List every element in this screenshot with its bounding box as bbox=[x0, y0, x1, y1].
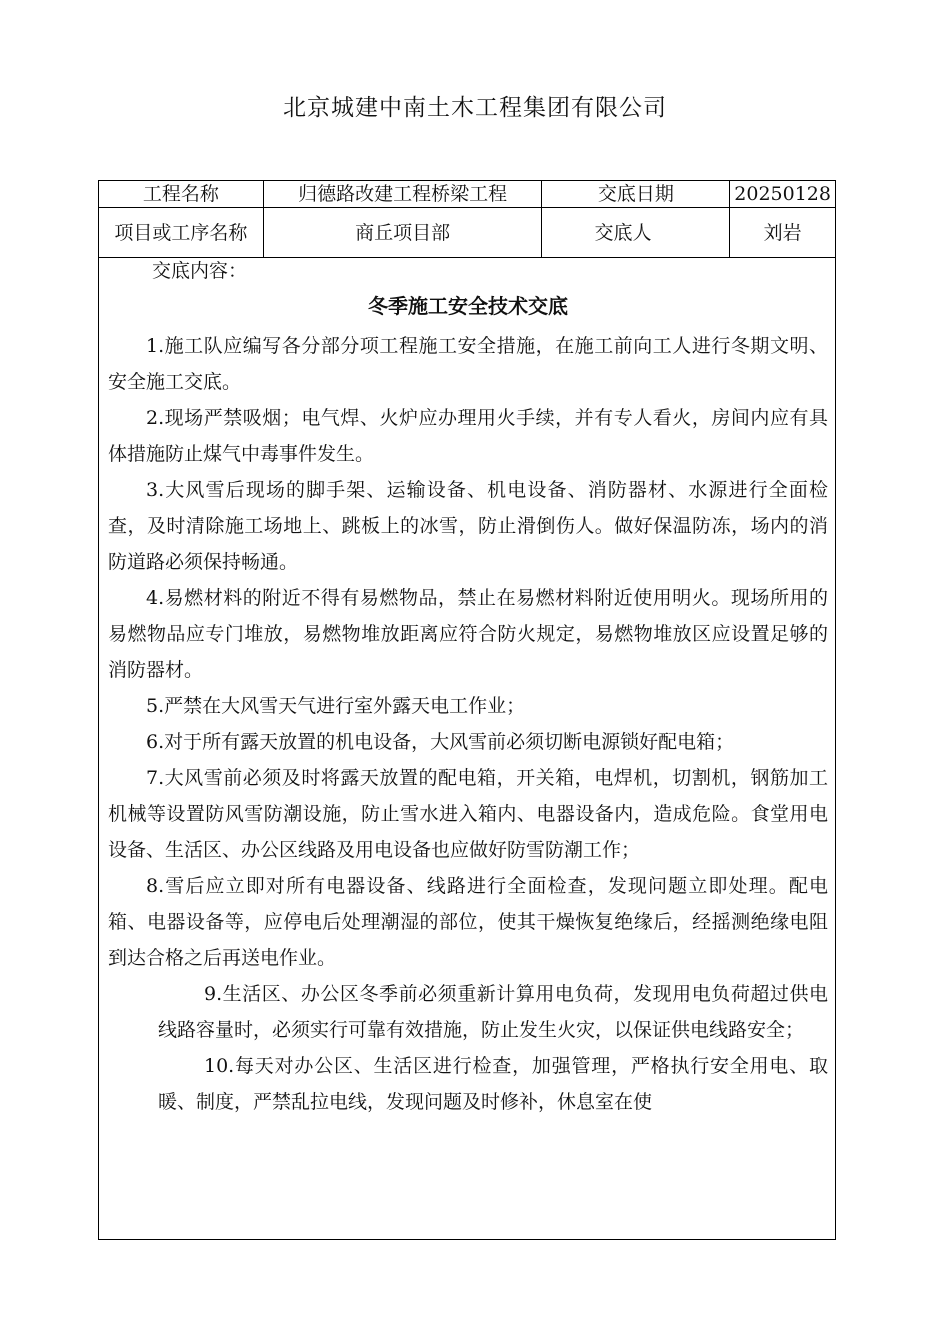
info-table bbox=[98, 180, 836, 258]
list-item: 10.每天对办公区、生活区进行检查，加强管理，严格执行安全用电、取暖、制度，严禁乱拉电线，发现问题及时修补，休息室在使 bbox=[158, 1055, 828, 1113]
list-item: 3.大风雪后现场的脚手架、运输设备、机电设备、消防器材、水源进行全面检查，及时清除施工场地上、跳板上的冰雪，防止滑倒伤人。做好保温防冻，场内的消防道路必须保持畅通。 bbox=[108, 479, 828, 573]
content-area bbox=[108, 256, 828, 1120]
person-label: 交底人 bbox=[542, 208, 730, 258]
project-name-value: 归德路改建工程桥梁工程 bbox=[263, 181, 542, 208]
document-title: 冬季施工安全技术交底 bbox=[368, 294, 568, 318]
table-row bbox=[99, 181, 836, 208]
person-value: 刘岩 bbox=[730, 208, 836, 258]
list-item: 7.大风雪前必须及时将露天放置的配电箱，开关箱，电焊机，切割机，钢筋加工机械等设置防风雪防潮设施，防止雪水进入箱内、电器设备内，造成危险。食堂用电设备、生活区、办公区线路及用电设备也应做好防雪防潮工作； bbox=[108, 767, 828, 861]
list-item: 4.易燃材料的附近不得有易燃物品，禁止在易燃材料附近使用明火。现场所用的易燃物品应专门堆放，易燃物堆放距离应符合防火规定，易燃物堆放区应设置足够的消防器材。 bbox=[108, 587, 828, 681]
list-item: 8.雪后应立即对所有电器设备、线路进行全面检查，发现问题立即处理。配电箱、电器设备等，应停电后处理潮湿的部位，使其干燥恢复绝缘后，经摇测绝缘电阻到达合格之后再送电作业。 bbox=[108, 875, 828, 969]
list-item: 1.施工队应编写各分部分项工程施工安全措施，在施工前向工人进行冬期文明、安全施工交底。 bbox=[108, 335, 828, 393]
list-item: 2.现场严禁吸烟；电气焊、火炉应办理用火手续，并有专人看火，房间内应有具体措施防止煤气中毒事件发生。 bbox=[108, 407, 828, 465]
list-item: 5.严禁在大风雪天气进行室外露天电工作业； bbox=[146, 695, 526, 717]
content-label: 交底内容： bbox=[152, 260, 248, 282]
date-value: 20250128 bbox=[730, 181, 836, 208]
table-row bbox=[99, 208, 836, 258]
project-name-label: 工程名称 bbox=[99, 181, 264, 208]
date-label: 交底日期 bbox=[542, 181, 730, 208]
item-label: 项目或工序名称 bbox=[99, 208, 264, 258]
list-item: 6.对于所有露天放置的机电设备，大风雪前必须切断电源锁好配电箱； bbox=[146, 731, 735, 753]
company-name: 北京城建中南土木工程集团有限公司 bbox=[283, 95, 667, 121]
item-value: 商丘项目部 bbox=[263, 208, 542, 258]
list-item: 9.生活区、办公区冬季前必须重新计算用电负荷，发现用电负荷超过供电线路容量时，必须实行可靠有效措施，防止发生火灾，以保证供电线路安全； bbox=[158, 983, 828, 1041]
